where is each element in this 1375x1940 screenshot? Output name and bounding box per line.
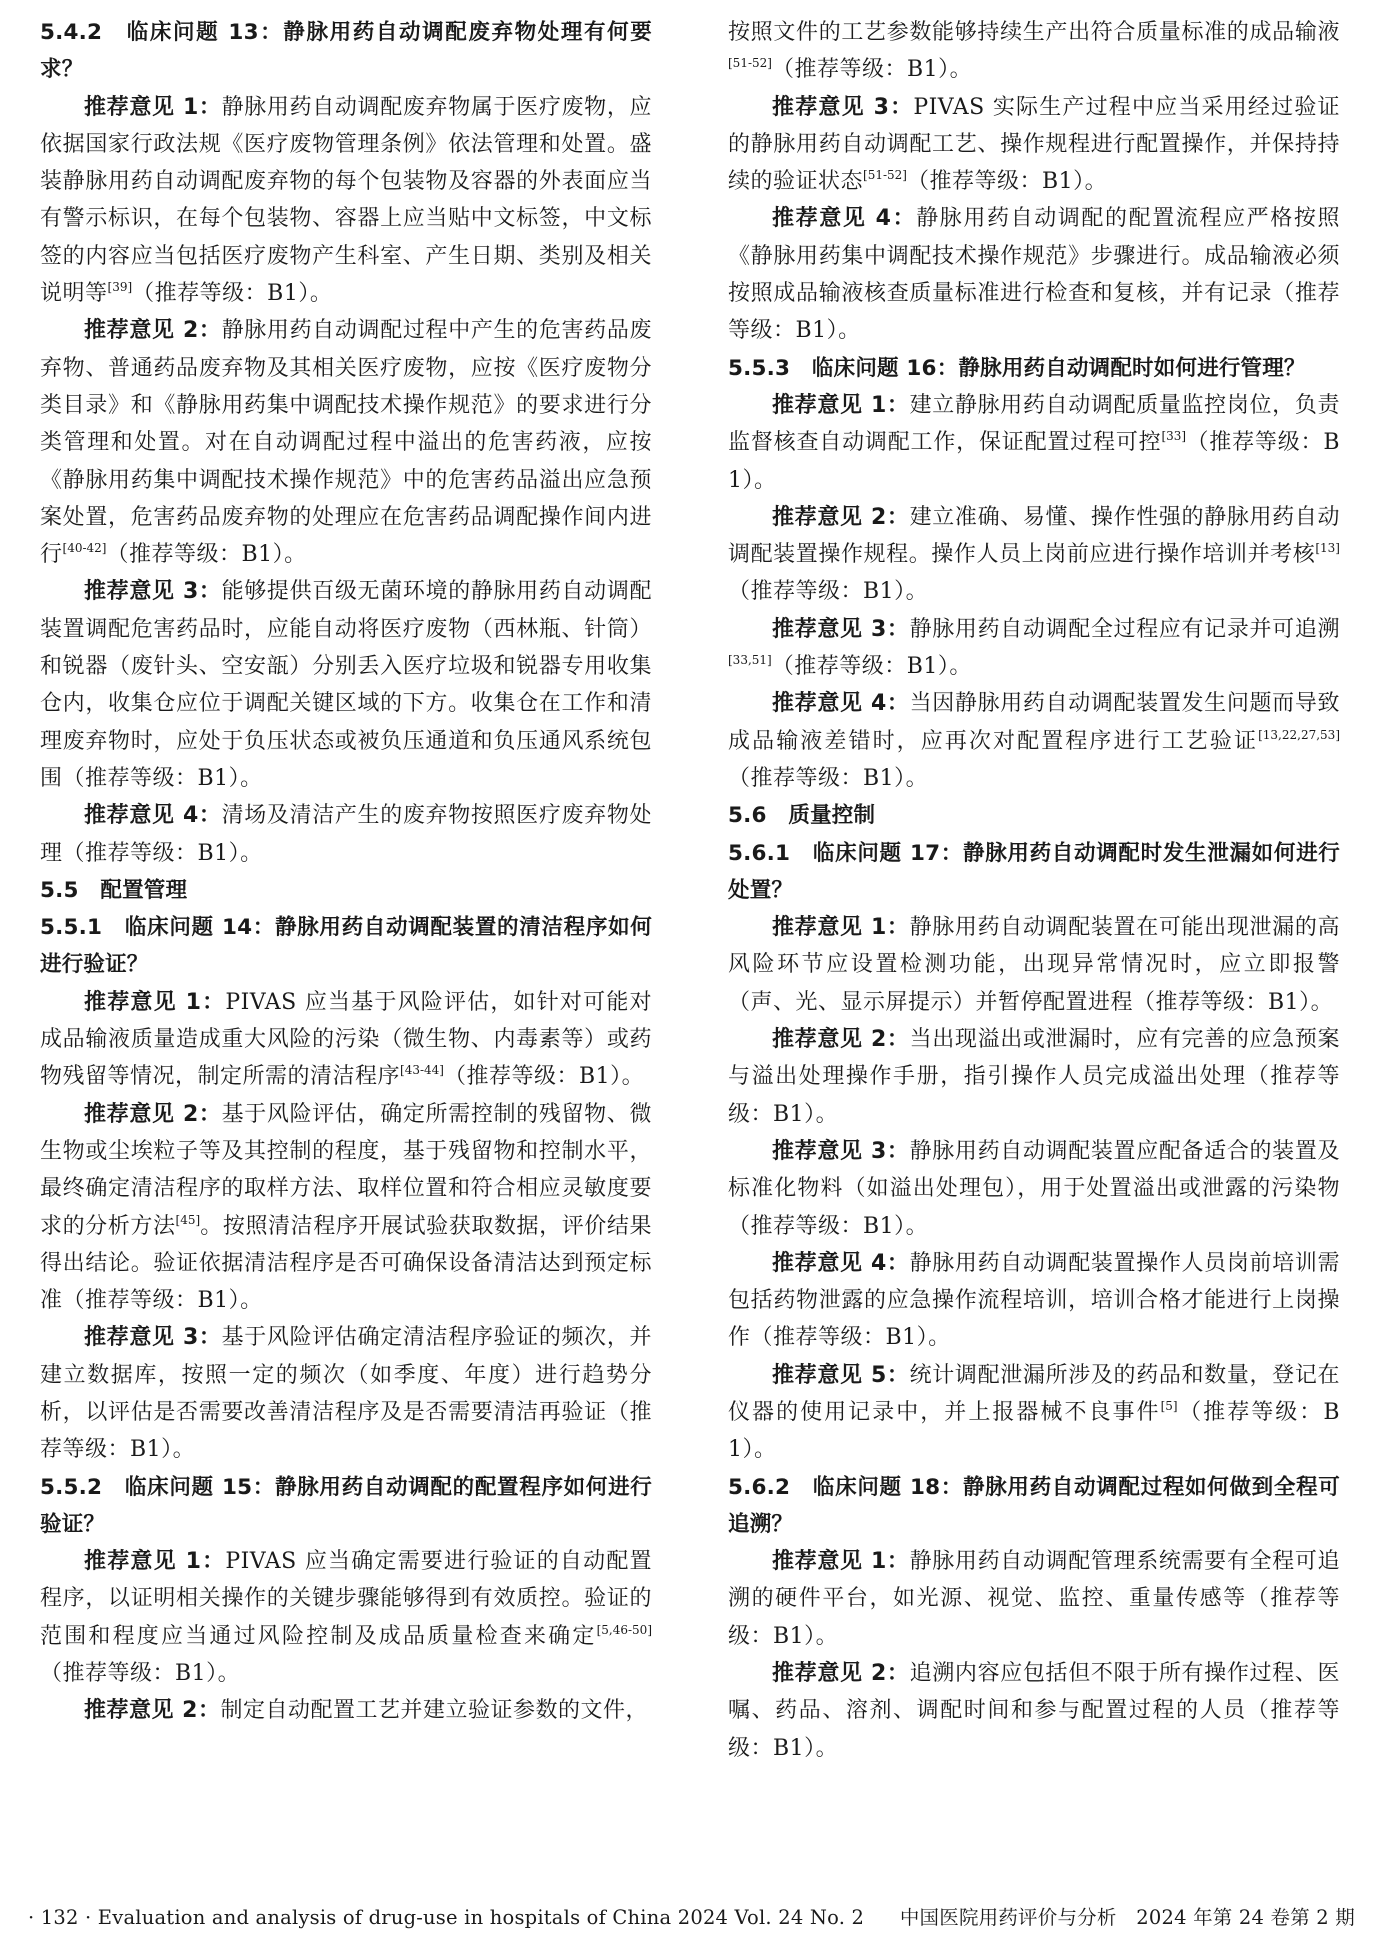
recommendation-grade: （推荐等级：B1）。 xyxy=(771,654,972,680)
citation-ref: [39] xyxy=(107,280,133,295)
footer-journal-chinese: 中国医院用药评价与分析 2024 年第 24 卷第 2 期 xyxy=(899,1906,1355,1929)
recommendation-text: 静脉用药自动调配装置应配备适合的装置及标准化物料（如溢出处理包），用于处置溢出或泄露的污染物（推荐等级：B1）。 xyxy=(728,1138,1340,1239)
recommendation-grade: （推荐等级：B1）。 xyxy=(728,579,929,605)
page-footer xyxy=(28,1905,1355,1931)
citation-ref: [13,22,27,53] xyxy=(1258,727,1340,742)
recommendation-label: 推荐意见 1： xyxy=(84,1549,226,1575)
recommendation-label: 推荐意见 1： xyxy=(772,915,910,941)
recommendation-paragraph xyxy=(728,1021,1340,1133)
section-heading-5-5: 5.5 配置管理 xyxy=(40,877,188,903)
recommendation-grade: （推荐等级：B1）。 xyxy=(728,765,929,791)
recommendation-paragraph xyxy=(40,89,652,313)
recommendation-text: 统计调配泄漏所涉及的药品和数量，登记在仪器的使用记录中，并上报器械不良事件 xyxy=(728,1362,1340,1425)
recommendation-text: PIVAS 应当确定需要进行验证的自动配置程序，以证明相关操作的关键步骤能够得到有效质控。验证的范围和程度应当通过风险控制及成品质量检查来确定 xyxy=(40,1549,653,1649)
recommendation-text: 静脉用药自动调配过程中产生的危害药品废弃物、普通药品废弃物及其相关医疗废物，应按《医疗废物分类目录》和《静脉用药集中调配技术操作规范》的要求进行分类管理和处置。对在自动调配过程中溢出的危害药液，应按《静脉用药集中调配技术操作规范》中的危害药品溢出应急预案处置，危害药品废弃物的处理应在危害药品调配操作间内进行 xyxy=(40,318,652,568)
left-column xyxy=(40,14,652,1730)
recommendation-paragraph xyxy=(40,1096,652,1320)
recommendation-text: 静脉用药自动调配废弃物属于医疗废物，应依据国家行政法规《医疗废物管理条例》依法管理和处置。盛装静脉用药自动调配废弃物的每个包装物及容器的外表面应当有警示标识，在每个包装物、容器上应当贴中文标签，中文标签的内容应当包括医疗废物产生科室、产生日期、类别及相关说明等 xyxy=(40,94,652,307)
recommendation-text: 静脉用药自动调配管理系统需要有全程可追溯的硬件平台，如光源、视觉、监控、重量传感等（推荐等级：B1）。 xyxy=(728,1549,1340,1649)
section-heading-5-5-3: 5.5.3 临床问题 16：静脉用药自动调配时如何进行管理？ xyxy=(728,355,1306,381)
recommendation-paragraph xyxy=(40,984,652,1096)
recommendation-label: 推荐意见 3： xyxy=(772,94,914,120)
citation-ref: [43-44] xyxy=(400,1063,444,1078)
citation-ref: [40-42] xyxy=(62,541,107,556)
recommendation-label: 推荐意见 4： xyxy=(772,1250,910,1276)
recommendation-paragraph-continued xyxy=(728,14,1340,89)
recommendation-text: 建立静脉用药自动调配质量监控岗位，负责监督核查自动调配工作，保证配置过程可控 xyxy=(728,392,1340,456)
citation-ref: [51-52] xyxy=(728,56,772,71)
recommendation-label: 推荐意见 1： xyxy=(84,989,226,1015)
recommendation-text: 静脉用药自动调配全过程应有记录并可追溯 xyxy=(909,616,1340,642)
recommendation-paragraph xyxy=(40,1543,652,1692)
recommendation-text: 清场及清洁产生的废弃物按照医疗废弃物处理（推荐等级：B1）。 xyxy=(40,803,652,866)
recommendation-label: 推荐意见 4： xyxy=(772,691,910,717)
recommendation-label: 推荐意见 2： xyxy=(84,318,222,344)
recommendation-text: 静脉用药自动调配的配置流程应严格按照《静脉用药集中调配技术操作规范》步骤进行。成品输液必须按照成品输液核查质量标准进行检查和复核，并有记录（推荐等级：B1）。 xyxy=(728,206,1340,344)
recommendation-text: 静脉用药自动调配装置操作人员岗前培训需包括药物泄露的应急操作流程培训，培训合格才能进行上岗操作（推荐等级：B1）。 xyxy=(728,1250,1340,1351)
recommendation-label: 推荐意见 4： xyxy=(772,206,917,232)
recommendation-paragraph xyxy=(728,1543,1340,1655)
recommendation-paragraph xyxy=(728,499,1340,611)
citation-ref: [33] xyxy=(1161,429,1187,444)
recommendation-text: 基于风险评估确定清洁程序验证的频次，并建立数据库，按照一定的频次（如季度、年度）进行趋势分析，以评估是否需要改善清洁程序及是否需要清洁再验证（推荐等级：B1）。 xyxy=(40,1325,652,1463)
recommendation-label: 推荐意见 3： xyxy=(772,616,910,642)
recommendation-text: 当因静脉用药自动调配装置发生问题而导致成品输液差错时，应再次对配置程序进行工艺验证 xyxy=(728,691,1340,754)
citation-ref: [5,46-50] xyxy=(596,1622,652,1637)
recommendation-paragraph xyxy=(40,1692,652,1729)
recommendation-paragraph xyxy=(728,200,1340,349)
recommendation-grade: （推荐等级：B1）。 xyxy=(728,430,1340,493)
recommendation-text: 按照文件的工艺参数能够持续生产出符合质量标准的成品输液 xyxy=(728,20,1340,45)
recommendation-paragraph xyxy=(40,312,652,573)
recommendation-label: 推荐意见 2： xyxy=(84,1101,222,1127)
recommendation-label: 推荐意见 3： xyxy=(772,1138,910,1164)
recommendation-text: 基于风险评估，确定所需控制的残留物、微生物或尘埃粒子等及其控制的程度，基于残留物和控制水平，最终确定清洁程序的取样方法、取样位置和符合相应灵敏度要求的分析方法 xyxy=(40,1101,652,1239)
recommendation-paragraph xyxy=(728,1357,1340,1469)
recommendation-paragraph xyxy=(40,573,652,797)
recommendation-grade: （推荐等级：B1）。 xyxy=(106,542,307,568)
recommendation-label: 推荐意见 3： xyxy=(84,579,222,605)
section-heading-5-5-2: 5.5.2 临床问题 15：静脉用药自动调配的配置程序如何进行验证？ xyxy=(40,1474,652,1537)
recommendation-label: 推荐意见 1： xyxy=(772,1549,910,1575)
recommendation-label: 推荐意见 5： xyxy=(772,1362,910,1388)
recommendation-label: 推荐意见 2： xyxy=(84,1698,221,1724)
recommendation-paragraph xyxy=(40,797,652,872)
recommendation-paragraph xyxy=(728,1655,1340,1767)
citation-ref: [45] xyxy=(175,1212,201,1227)
recommendation-label: 推荐意见 2： xyxy=(772,504,910,530)
citation-ref: [13] xyxy=(1315,541,1340,556)
recommendation-paragraph xyxy=(728,685,1340,797)
recommendation-paragraph xyxy=(728,89,1340,201)
recommendation-grade: （推荐等级：B1）。 xyxy=(132,281,333,307)
section-heading-5-6-2: 5.6.2 临床问题 18：静脉用药自动调配过程如何做到全程可追溯？ xyxy=(728,1474,1340,1537)
recommendation-paragraph xyxy=(728,909,1340,1021)
recommendation-text: 建立准确、易懂、操作性强的静脉用药自动调配装置操作规程。操作人员上岗前应进行操作培训并考核 xyxy=(728,504,1340,568)
recommendation-paragraph xyxy=(728,1133,1340,1245)
section-heading-5-6-1: 5.6.1 临床问题 17：静脉用药自动调配时发生泄漏如何进行处置？ xyxy=(728,840,1340,903)
recommendation-label: 推荐意见 3： xyxy=(84,1325,222,1351)
footer-journal-english: · 132 · Evaluation and analysis of drug-use in hospitals of China 2024 Vol. 24 No. 2 xyxy=(28,1906,865,1929)
recommendation-label: 推荐意见 1： xyxy=(772,392,910,418)
recommendation-grade: （推荐等级：B1）。 xyxy=(906,169,1108,195)
section-heading-5-5-1: 5.5.1 临床问题 14：静脉用药自动调配装置的清洁程序如何进行验证？ xyxy=(40,915,652,978)
recommendation-paragraph xyxy=(728,611,1340,686)
recommendation-grade: （推荐等级：B1）。 xyxy=(40,1661,241,1687)
recommendation-grade: （推荐等级：B1）。 xyxy=(443,1064,645,1090)
recommendation-text: 追溯内容应包括但不限于所有操作过程、医嘱、药品、溶剂、调配时间和参与配置过程的人员（推荐等级：B1）。 xyxy=(728,1661,1340,1761)
recommendation-text: 制定自动配置工艺并建立验证参数的文件， xyxy=(220,1698,648,1724)
recommendation-paragraph xyxy=(40,1319,652,1468)
recommendation-text: PIVAS 实际生产过程中应当采用经过验证的静脉用药自动调配工艺、操作规程进行配置操作，并保持持续的验证状态 xyxy=(728,94,1341,195)
recommendation-paragraph xyxy=(728,1245,1340,1357)
recommendation-text: 能够提供百级无菌环境的静脉用药自动调配装置调配危害药品时，应能自动将医疗废物（西林瓶、针筒）和锐器（废针头、空安瓿）分别丢入医疗垃圾和锐器专用收集仓内，收集仓应位于调配关键区域的下方。收集仓在工作和清理废弃物时，应处于负压状态或被负压通道和负压通风系统包围（推荐等级：B1）。 xyxy=(40,579,652,791)
recommendation-paragraph xyxy=(728,387,1340,499)
recommendation-text-tail: 。按照清洁程序开展试验获取数据，评价结果得出结论。验证依据清洁程序是否可确保设备清洁达到预定标准（推荐等级：B1）。 xyxy=(40,1213,652,1314)
recommendation-label: 推荐意见 2： xyxy=(772,1027,910,1053)
recommendation-text: PIVAS 应当基于风险评估，如针对可能对成品输液质量造成重大风险的污染（微生物、内毒素等）或药物残留等情况，制定所需的清洁程序 xyxy=(40,989,653,1090)
recommendation-grade: （推荐等级：B1）。 xyxy=(771,57,973,83)
citation-ref: [51-52] xyxy=(863,168,907,183)
right-column xyxy=(728,14,1340,1767)
section-heading-5-6: 5.6 质量控制 xyxy=(728,803,876,829)
citation-ref: [5] xyxy=(1160,1398,1178,1413)
recommendation-grade: （推荐等级：B1）。 xyxy=(728,1399,1340,1463)
recommendation-text: 当出现溢出或泄漏时，应有完善的应急预案与溢出处理操作手册，指引操作人员完成溢出处理（推荐等级：B1）。 xyxy=(728,1027,1340,1127)
citation-ref: [33,51] xyxy=(728,653,772,668)
recommendation-label: 推荐意见 2： xyxy=(772,1661,910,1687)
recommendation-text: 静脉用药自动调配装置在可能出现泄漏的高风险环节应设置检测功能，出现异常情况时，应立即报警（声、光、显示屏提示）并暂停配置进程（推荐等级：B1）。 xyxy=(728,915,1340,1015)
section-heading-5-4-2: 5.4.2 临床问题 13：静脉用药自动调配废弃物处理有何要求？ xyxy=(40,20,652,83)
recommendation-label: 推荐意见 4： xyxy=(84,803,222,829)
recommendation-label: 推荐意见 1： xyxy=(84,94,222,120)
